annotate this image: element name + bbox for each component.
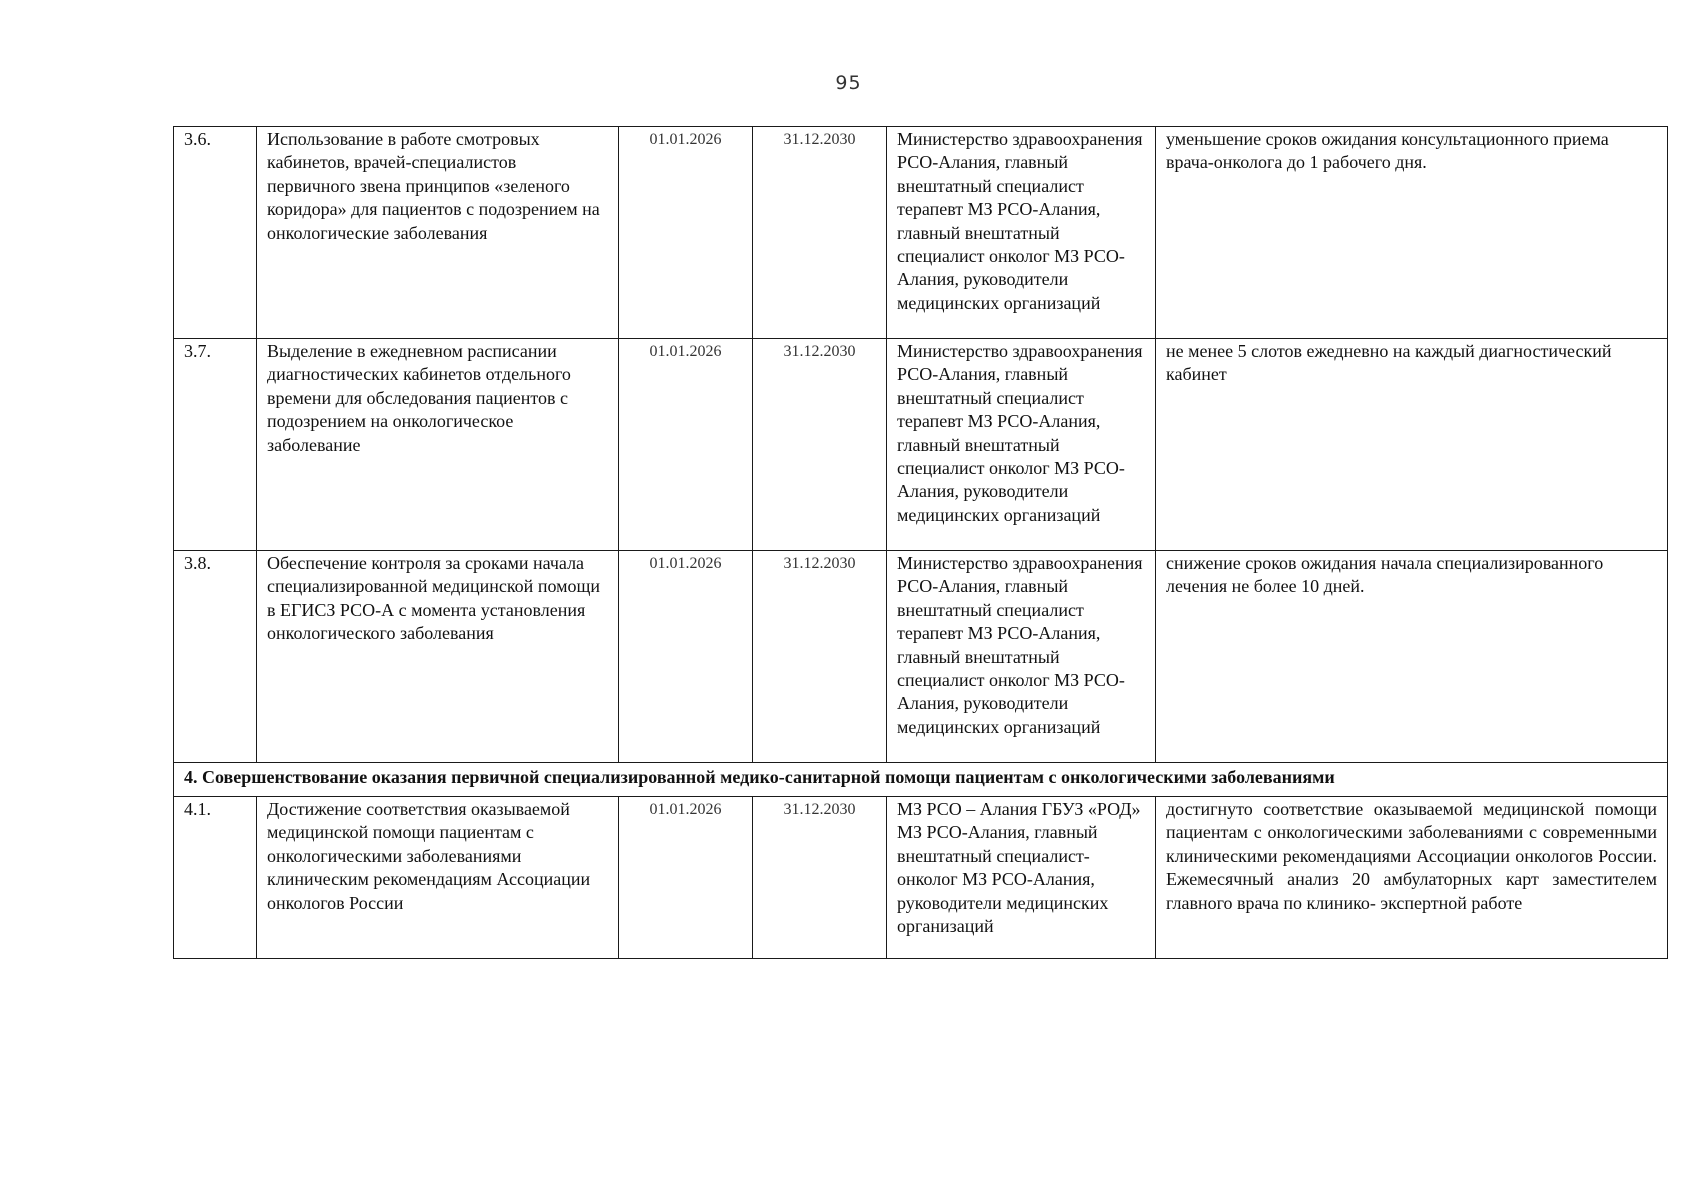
- start-date-cell: 01.01.2026: [619, 339, 753, 551]
- responsible-cell: Министерство здравоохранения РСО-Алания, главный внештатный специалист терапевт МЗ РСО-Алания, главный внештатный специалист онколог МЗ РСО-Алания, руководители медицинских организаций: [887, 551, 1156, 763]
- table-row: [174, 797, 1668, 959]
- page-number: 95: [835, 72, 862, 94]
- start-date-cell: 01.01.2026: [619, 797, 753, 959]
- start-date-cell: 01.01.2026: [619, 551, 753, 763]
- activity-cell: Использование в работе смотровых кабинетов, врачей-специалистов первичного звена принципов «зеленого коридора» для пациентов с подозрением на онкологические заболевания: [257, 127, 619, 339]
- section-title: 4. Совершенствование оказания первичной специализированной медико-санитарной помощи пациентам с онкологическими заболеваниями: [174, 763, 1668, 797]
- item-number: 3.6.: [174, 127, 257, 339]
- end-date-cell: 31.12.2030: [753, 339, 887, 551]
- item-number: 4.1.: [174, 797, 257, 959]
- result-cell: достигнуто соответствие оказываемой медицинской помощи пациентам с онкологическими заболеваниями с современными клиническими рекомендациями Ассоциации онкологов России. Ежемесячный анализ 20 амбулаторных карт заместителем главного врача по клинико- экспертной работе: [1156, 797, 1668, 959]
- responsible-cell: Министерство здравоохранения РСО-Алания, главный внештатный специалист терапевт МЗ РСО-Алания, главный внештатный специалист онколог МЗ РСО-Алания, руководители медицинских организаций: [887, 339, 1156, 551]
- responsible-cell: Министерство здравоохранения РСО-Алания, главный внештатный специалист терапевт МЗ РСО-Алания, главный внештатный специалист онколог МЗ РСО-Алания, руководители медицинских организаций: [887, 127, 1156, 339]
- table-row: [174, 551, 1668, 763]
- activity-cell: Достижение соответствия оказываемой медицинской помощи пациентам с онкологическими заболеваниями клиническим рекомендациям Ассоциации онкологов России: [257, 797, 619, 959]
- result-cell: снижение сроков ожидания начала специализированного лечения не более 10 дней.: [1156, 551, 1668, 763]
- end-date-cell: 31.12.2030: [753, 127, 887, 339]
- action-plan-table: [173, 126, 1668, 959]
- item-number: 3.8.: [174, 551, 257, 763]
- activity-cell: Обеспечение контроля за сроками начала специализированной медицинской помощи в ЕГИСЗ РСО-А с момента установления онкологического заболевания: [257, 551, 619, 763]
- result-cell: не менее 5 слотов ежедневно на каждый диагностический кабинет: [1156, 339, 1668, 551]
- start-date-cell: 01.01.2026: [619, 127, 753, 339]
- table-row: [174, 127, 1668, 339]
- table-row: [174, 339, 1668, 551]
- item-number: 3.7.: [174, 339, 257, 551]
- result-cell: уменьшение сроков ожидания консультационного приема врача-онколога до 1 рабочего дня.: [1156, 127, 1668, 339]
- activity-cell: Выделение в ежедневном расписании диагностических кабинетов отдельного времени для обследования пациентов с подозрением на онкологическое заболевание: [257, 339, 619, 551]
- end-date-cell: 31.12.2030: [753, 551, 887, 763]
- end-date-cell: 31.12.2030: [753, 797, 887, 959]
- section-header-row: [174, 763, 1668, 797]
- responsible-cell: МЗ РСО – Алания ГБУЗ «РОД» МЗ РСО-Алания, главный внештатный специалист-онколог МЗ РСО-Алания, руководители медицинских организаций: [887, 797, 1156, 959]
